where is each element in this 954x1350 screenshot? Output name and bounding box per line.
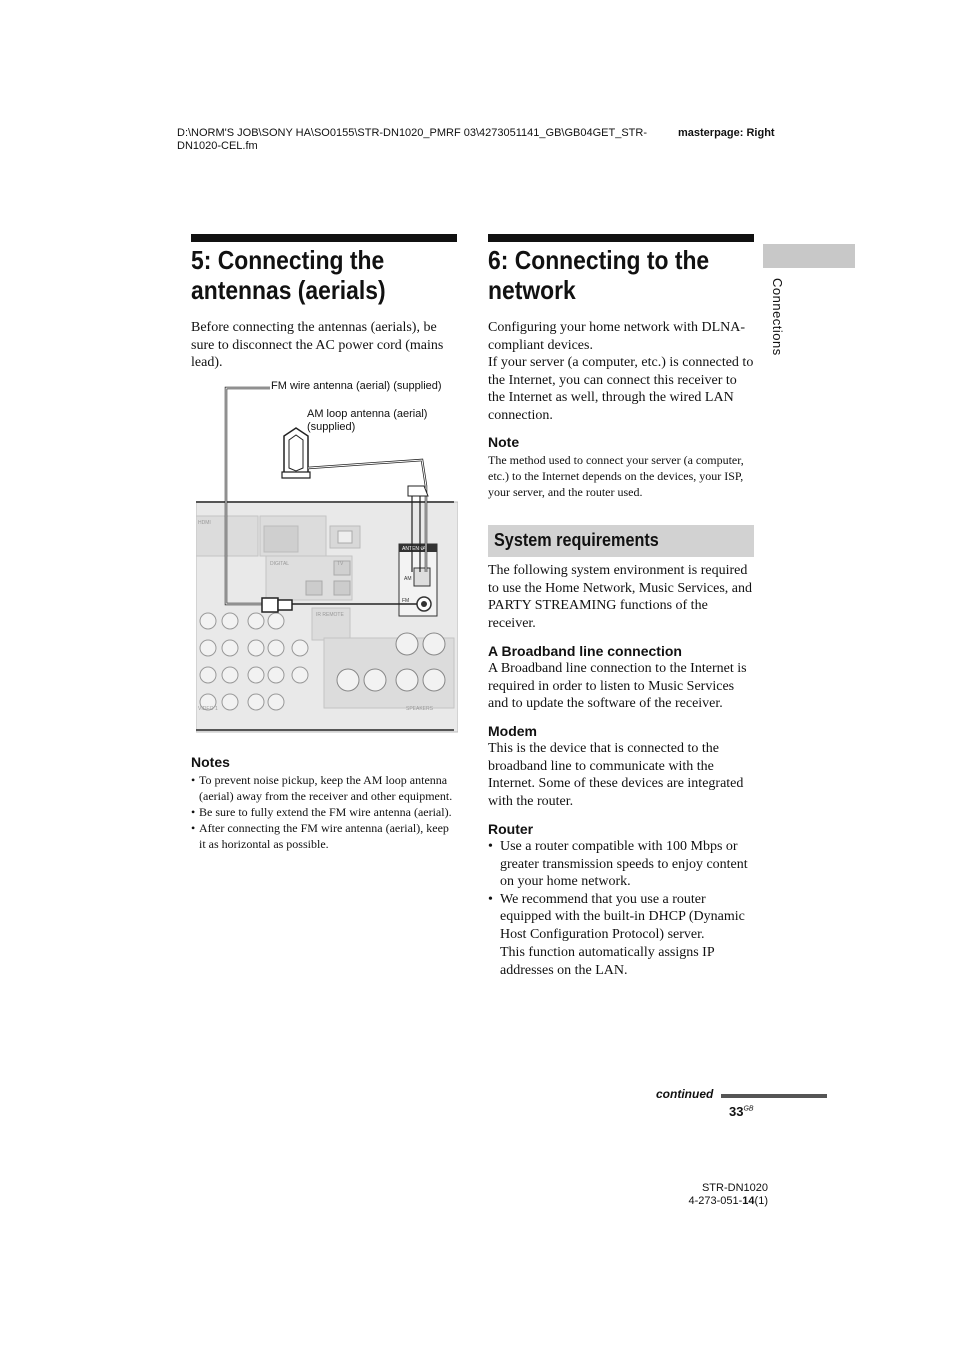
router-item: • Use a router compatible with 100 Mbps or greater transmission speeds to enjoy content on your home network. — [488, 838, 754, 891]
am-antenna-label-line1: AM loop antenna (aerial) — [307, 408, 428, 420]
section6-intro — [488, 319, 754, 425]
section5-title-line2: antennas (aerials) — [191, 275, 386, 305]
am-antenna-label — [307, 408, 427, 434]
model-number: STR-DN1020 — [701, 1182, 768, 1194]
fm-terminal-label: FM — [402, 598, 410, 604]
file-path: D:\NORM'S JOB\SONY HA\SO0155\STR-DN1020_PMRF 03\4273051141_GB\GB04GET_STR-DN1020-CEL.fm — [177, 127, 647, 152]
router-heading: Router — [488, 821, 534, 837]
section5-title — [191, 245, 386, 305]
section6-rule — [488, 234, 754, 242]
router-item: • We recommend that you use a router equipped with the built-in DHCP (Dynamic Host Configuration Protocol) server. — [488, 891, 754, 944]
notes-list — [191, 772, 455, 852]
antenna-panel-label: ANTENNA — [402, 546, 426, 552]
network-note-heading: Note — [488, 434, 520, 450]
system-requirements-title: System requirements — [494, 530, 659, 550]
notes-heading: Notes — [191, 754, 230, 770]
code-prefix: 4-273-051- — [688, 1195, 743, 1207]
masterpage-label: masterpage: Right — [678, 127, 775, 139]
section6-intro-1: Configuring your home network with DLNA-compliant devices. — [488, 320, 746, 353]
section5-title-line1: 5: Connecting the — [191, 245, 385, 275]
ir-remote-label: IR REMOTE — [316, 612, 344, 618]
page-number — [729, 1104, 754, 1119]
broadband-heading: A Broadband line connection — [488, 643, 682, 659]
section5-rule — [191, 234, 457, 242]
am-terminal-label: AM — [404, 576, 412, 582]
page-number-suffix: GB — [743, 1105, 754, 1113]
modem-text: This is the device that is connected to the broadband line to communicate with the Internet. Some of these devices are integrated with the router. — [488, 741, 744, 809]
page-number-value: 33 — [729, 1104, 744, 1119]
continued-label: continued — [656, 1087, 714, 1101]
section-tab — [763, 244, 855, 268]
system-requirements-intro: The following system environment is required to use the Home Network, Music Services, and PARTY STREAMING functions of the receiver. — [488, 563, 752, 631]
am-loop-antenna — [282, 428, 310, 478]
section6-title-line2: network — [488, 275, 576, 305]
note-item: • After connecting the FM wire antenna (aerial), keep it as horizontal as possible. — [191, 820, 455, 852]
modem-heading: Modem — [488, 723, 537, 739]
code-suffix: (1) — [754, 1195, 768, 1207]
am-antenna-label-line2: (supplied) — [307, 421, 356, 433]
note-item: • Be sure to fully extend the FM wire antenna (aerial). — [191, 804, 455, 820]
section5-intro: Before connecting the antennas (aerials), be sure to disconnect the AC power cord (mains lead). — [191, 320, 444, 371]
section6-title-line1: 6: Connecting to the — [488, 245, 710, 275]
fm-antenna-label: FM wire antenna (aerial) (supplied) — [271, 380, 442, 392]
speakers-label: SPEAKERS — [406, 706, 433, 712]
network-note-text: The method used to connect your server (a computer, etc.) to the Internet depends on the devices, your ISP, your server, and the router used. — [488, 453, 744, 499]
digital-label: DIGITAL — [270, 561, 290, 567]
video1-label: VIDEO 1 — [198, 706, 218, 712]
document-code — [640, 1195, 768, 1207]
hdmi-label: HDMI — [198, 520, 211, 526]
router-extra-text: This function automatically assigns IP addresses on the LAN. — [500, 945, 715, 978]
broadband-text: A Broadband line connection to the Internet is required in order to listen to Music Services and to update the software of the receiver. — [488, 661, 747, 712]
continued-bar — [721, 1094, 827, 1098]
section-tab-label: Connections — [770, 278, 785, 356]
code-bold: 14 — [742, 1195, 755, 1207]
fm-connector — [262, 598, 278, 612]
note-item: • To prevent noise pickup, keep the AM loop antenna (aerial) away from the receiver and other equipment. — [191, 772, 455, 804]
tv-label: TV — [337, 561, 344, 567]
section6-intro-2: If your server (a computer, etc.) is connected to the Internet, you can connect this receiver to the Internet as well, through the wired LAN connection. — [488, 355, 754, 423]
section6-title — [488, 245, 709, 305]
router-list — [488, 838, 754, 944]
